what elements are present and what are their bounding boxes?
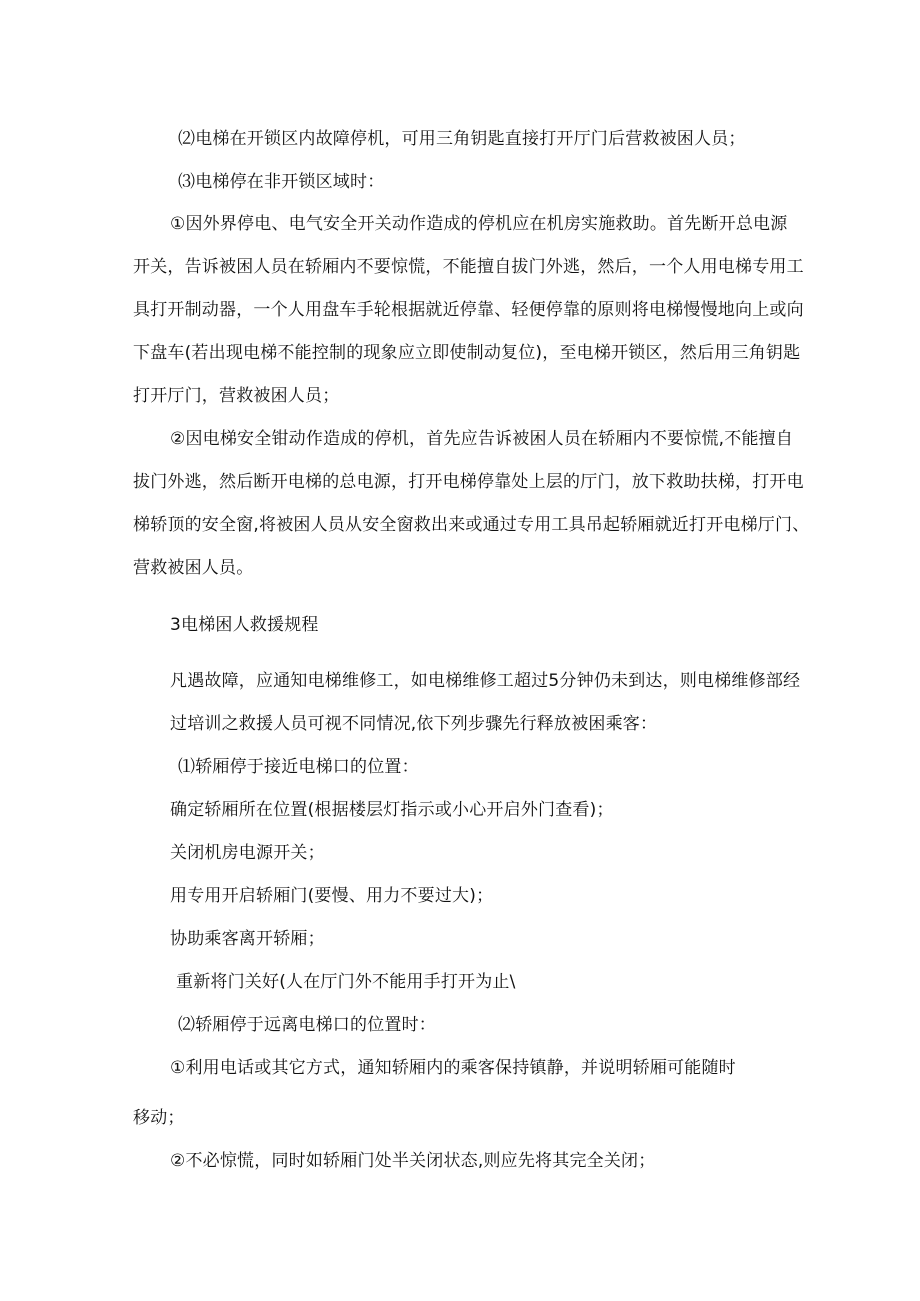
paragraph-line: 打开厅门，营救被困人员； bbox=[133, 386, 340, 406]
paragraph-line: ⑵电梯在开锁区内故障停机，可用三角钥匙直接打开厅门后营救被困人员； bbox=[178, 129, 746, 149]
paragraph-line: 协助乘客离开轿厢； bbox=[170, 929, 325, 949]
paragraph-line: 用专用开启轿厢门(要慢、用力不要过大)； bbox=[170, 886, 494, 906]
paragraph-line: ①利用电话或其它方式，通知轿厢内的乘客保持镇静，并说明轿厢可能随时 bbox=[170, 1058, 736, 1078]
paragraph-line: 重新将门关好(人在厅门外不能用手打开为止\ bbox=[176, 972, 516, 992]
paragraph-line: ②不必惊慌，同时如轿厢门处半关闭状态,则应先将其完全关闭； bbox=[170, 1151, 656, 1171]
paragraph-line: 开关，告诉被困人员在轿厢内不要惊慌，不能擅自拔门外逃，然后，一个人用电梯专用工 bbox=[133, 257, 804, 277]
paragraph-line: 移动； bbox=[133, 1108, 185, 1128]
paragraph-line: 确定轿厢所在位置(根据楼层灯指示或小心开启外门查看)； bbox=[170, 800, 614, 820]
paragraph-line: 下盘车(若出现电梯不能控制的现象应立即使制动复位)，至电梯开锁区，然后用三角钥匙 bbox=[133, 343, 801, 363]
paragraph-line: 梯轿顶的安全窗,将被困人员从安全窗救出来或通过专用工具吊起轿厢就近打开电梯厅门、 bbox=[133, 515, 810, 535]
paragraph-line: ②因电梯安全钳动作造成的停机，首先应告诉被困人员在轿厢内不要惊慌,不能擅自 bbox=[170, 429, 794, 449]
paragraph-line: 凡遇故障，应通知电梯维修工，如电梯维修工超过5分钟仍未到达，则电梯维修部经 bbox=[170, 671, 801, 691]
paragraph-line: ⑶电梯停在非开锁区域时： bbox=[178, 172, 385, 192]
paragraph-line: ⑵轿厢停于远离电梯口的位置时： bbox=[178, 1015, 436, 1035]
paragraph-line: 过培训之救援人员可视不同情况,依下列步骤先行释放被困乘客： bbox=[170, 714, 658, 734]
paragraph-line: 营救被困人员。 bbox=[133, 558, 254, 578]
paragraph-line: ⑴轿厢停于接近电梯口的位置： bbox=[178, 757, 419, 777]
paragraph-line: 关闭机房电源开关； bbox=[170, 843, 325, 863]
section-heading: 3电梯困人救援规程 bbox=[170, 615, 319, 635]
paragraph-line: ①因外界停电、电气安全开关动作造成的停机应在机房实施救助。首先断开总电源 bbox=[170, 214, 788, 234]
paragraph-line: 具打开制动器，一个人用盘车手轮根据就近停靠、轻便停靠的原则将电梯慢慢地向上或向 bbox=[133, 300, 804, 320]
paragraph-line: 拔门外逃，然后断开电梯的总电源，打开电梯停靠处上层的厅门，放下救助扶梯，打开电 bbox=[133, 472, 804, 492]
